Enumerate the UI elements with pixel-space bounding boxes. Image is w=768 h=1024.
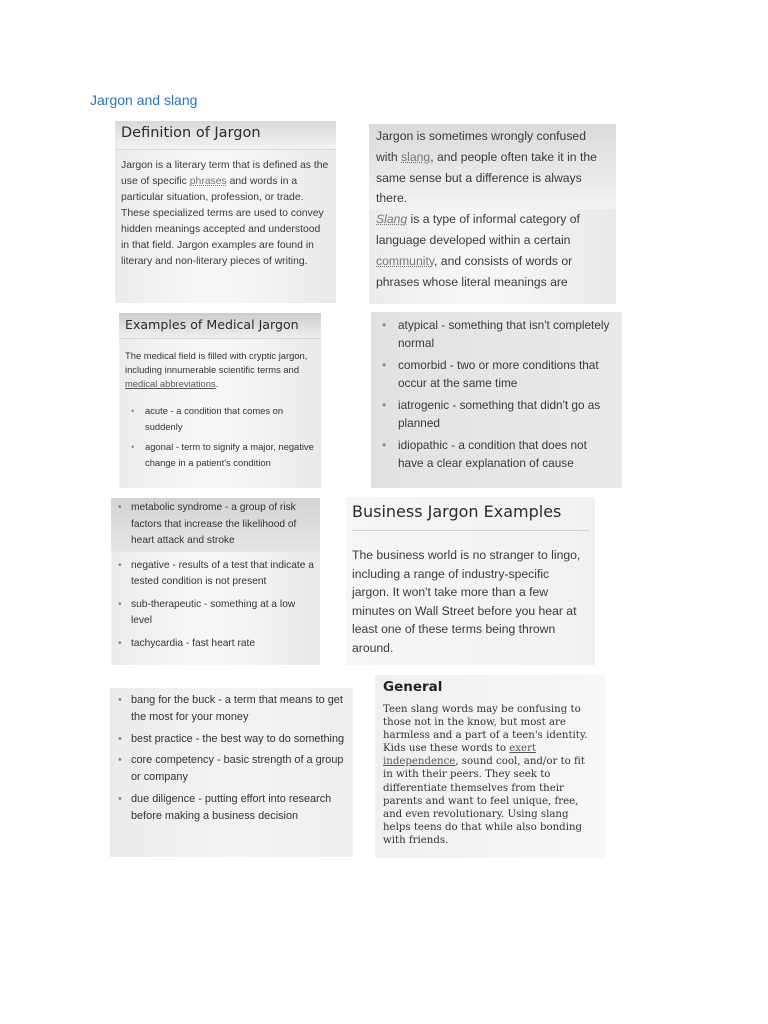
card-title: Examples of Medical Jargon: [119, 313, 321, 339]
medical-terms-image: [371, 312, 622, 488]
list-item: • atypical - something that isn't completely normal: [378, 316, 615, 352]
medical-abbreviations-link[interactable]: medical abbreviations: [125, 378, 216, 389]
card-title: Definition of Jargon: [115, 121, 336, 150]
list-item: • negative - results of a test that indicate a tested condition is not present: [115, 558, 316, 591]
list-item: • best practice - the best way to do something: [114, 731, 349, 748]
list-item: • comorbid - two or more conditions that occur at the same time: [378, 356, 615, 392]
medical-terms-image-2: [111, 498, 320, 665]
list-item: • due diligence - putting effort into research before making a business decision: [114, 791, 349, 825]
list-item: • agonal - term to signify a major, negative change in a patient's condition: [129, 439, 315, 471]
list-item: • iatrogenic - something that didn't go as planned: [378, 396, 615, 432]
term-list: [125, 403, 315, 471]
slang-link[interactable]: Slang: [376, 212, 408, 227]
business-terms-image: [110, 688, 353, 857]
phrases-link[interactable]: phrases: [189, 176, 227, 187]
card-text: Teen slang words may be confusing to those not in the know, but most are harmless and a part of a teen's identity. Kids use these words to exert independence, sound cool, and/or to fit in with their peers. They seek to differentiate themselves from their parents and want to feel unique, free, and even revolutionary. Using slang helps teens do that while also bonding with friends.: [383, 704, 588, 846]
card-text: The business world is no stranger to lingo, including a range of industry-specific jargon. It won't take more than a few minutes on Wall Street before you hear at least one of these terms being thrown around.: [352, 548, 581, 655]
term-list: [378, 316, 615, 472]
card-title: General: [383, 679, 443, 695]
medical-jargon-image: [119, 313, 321, 488]
jargon-vs-slang-image: [369, 124, 616, 304]
list-item: • acute - a condition that comes on suddenly: [129, 403, 315, 435]
card-text: Slang is a type of informal category of language developed within a certain community, and consists of words or phrases whose literal meanings are: [376, 212, 580, 289]
list-item: • sub-therapeutic - something at a low level: [115, 597, 316, 630]
term-list: [115, 498, 316, 652]
list-item: • tachycardia - fast heart rate: [115, 636, 316, 653]
business-jargon-image: [346, 497, 595, 665]
list-item: • core competency - basic strength of a group or company: [114, 752, 349, 786]
exert-independence-link[interactable]: exert independence: [383, 743, 537, 768]
list-item: • bang for the buck - a term that means to get the most for your money: [114, 692, 349, 726]
list-item: • idiopathic - a condition that does not have a clear explanation of cause: [378, 436, 615, 472]
card-title: Business Jargon Examples: [352, 502, 589, 531]
teen-slang-image: [375, 675, 605, 858]
community-link[interactable]: community: [376, 253, 435, 268]
jargon-definition-image: [115, 121, 336, 303]
card-text: Jargon is sometimes wrongly confused with slang, and people often take it in the same sense but a difference is always there.: [376, 129, 597, 206]
card-text: Jargon is a literary term that is defined as the use of specific phrases and words in a particular situation, profession, or trade. These specialized terms are used to convey hidden meanings accepted and understood in that field. Jargon examples are found in literary and non-literary pieces of writing.: [121, 160, 329, 267]
card-text: The medical field is filled with cryptic jargon, including innumerable scientific terms and medical abbreviations.: [125, 350, 308, 389]
slang-link[interactable]: slang: [401, 149, 431, 164]
list-item: • metabolic syndrome - a group of risk factors that increase the likelihood of heart attack and stroke: [111, 498, 320, 552]
section-heading: Jargon and slang: [90, 92, 198, 108]
term-list: [114, 692, 349, 825]
